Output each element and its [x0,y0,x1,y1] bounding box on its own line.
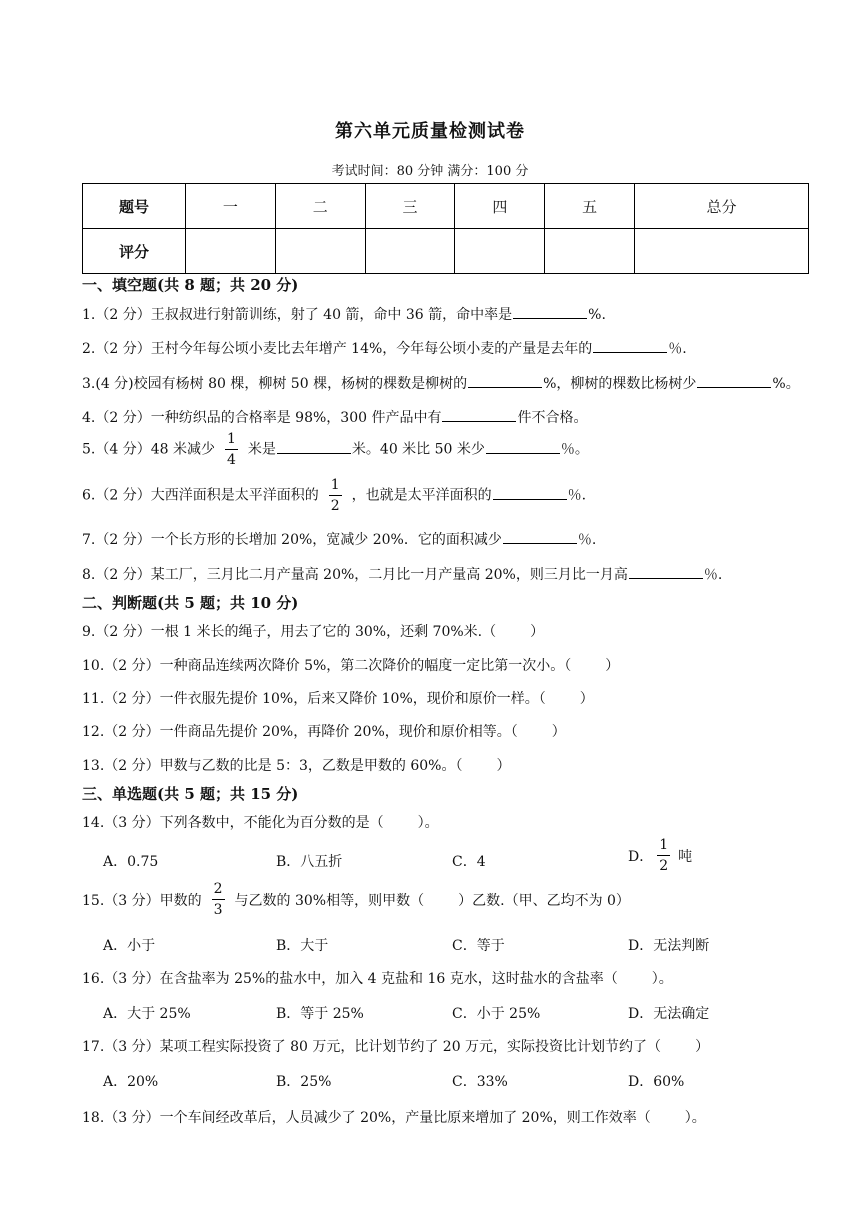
option-b[interactable]: B．25% [276,1074,332,1090]
option-c[interactable]: C．小于 25% [452,1006,541,1022]
question-3: 3.(4 分)校园有杨树 80 棵，柳树 50 棵，杨树的棵数是柳树的 %，柳树的棵数比杨树少 %。 [82,373,800,393]
question-15: 15.（3 分）甲数的 $\frac{2}{3}$ 与乙数的 30%相等，则甲数（ ）乙数.（甲、乙均不为 0） [82,881,630,918]
option-a[interactable]: A．0.75 [103,854,159,870]
question-11: 11.（2 分）一件衣服先提价 10%，后来又降价 10%，现价和原价一样。（ ） [82,691,594,707]
question-1: 1.（2 分）王叔叔进行射箭训练，射了 40 箭，命中 36 箭，命中率是 %. [82,304,606,324]
exam-info: 考试时间：80 分钟 满分：100 分 [331,164,529,179]
answer-blank[interactable] [629,564,703,579]
question-7: 7.（2 分）一个长方形的长增加 20%，宽减少 20%．它的面积减少 ％. [82,529,596,549]
question-16: 16.（3 分）在含盐率为 25%的盐水中，加入 4 克盐和 16 克水，这时盐水的含盐率（ ）。 [82,971,673,987]
column-4: 四 [455,184,545,229]
fraction: $\frac{1}{2}$ [659,837,669,874]
question-6: 6.（2 分）大西洋面积是太平洋面积的 $\frac{1}{2}$ ，也就是太平洋面积的 ％. [82,477,587,514]
score-table-header-row [83,184,809,229]
column-3: 三 [365,184,455,229]
score-cell[interactable] [545,229,635,274]
question-10: 10.（2 分）一种商品连续两次降价 5%，第二次降价的幅度一定比第一次小。（ ） [82,658,620,674]
question-4: 4.（2 分）一种纺织品的合格率是 98%，300 件产品中有 件不合格。 [82,407,587,427]
question-9: 9.（2 分）一根 1 米长的绳子，用去了它的 30%，还剩 70%米.（ ） [82,624,545,640]
question-13: 13.（2 分）甲数与乙数的比是 5：3，乙数是甲数的 60%。（ ） [82,758,511,774]
option-a[interactable]: A．小于 [103,938,156,954]
option-a[interactable]: A．20% [103,1074,159,1090]
option-b[interactable]: B．等于 25% [276,1006,364,1022]
question-8: 8.（2 分）某工厂，三月比二月产量高 20%，二月比一月产量高 20%，则三月比一月高 ％. [82,564,722,584]
option-d[interactable]: D．60% [628,1074,685,1090]
option-d[interactable]: D． $\frac{1}{2}$ 吨 [628,837,693,874]
question-17: 17.（3 分）某项工程实际投资了 80 万元，比计划节约了 20 万元，实际投资比计划节约了（ ） [82,1039,710,1055]
option-d[interactable]: D．无法判断 [628,938,710,954]
answer-blank[interactable] [277,439,351,454]
option-b[interactable]: B．八五折 [276,854,343,870]
question-2: 2.（2 分）王村今年每公顷小麦比去年增产 14%，今年每公顷小麦的产量是去年的 ％. [82,338,687,358]
answer-blank[interactable] [493,485,567,500]
question-5: 5.（4 分）48 米减少 $\frac{1}{4}$ 米是 米。40 米比 50 米少 ％。 [82,431,589,468]
score-table-score-row [83,229,809,274]
score-cell[interactable] [455,229,545,274]
column-total: 总分 [635,184,809,229]
option-c[interactable]: C．33% [452,1074,508,1090]
score-cell[interactable] [186,229,276,274]
score-label: 评分 [83,229,186,274]
question-14: 14.（3 分）下列各数中，不能化为百分数的是（ ）。 [82,815,439,831]
answer-blank[interactable] [486,439,560,454]
answer-blank[interactable] [442,407,516,422]
fraction: $\frac{1}{2}$ [330,477,340,514]
column-2: 二 [275,184,365,229]
option-a[interactable]: A．大于 25% [103,1006,191,1022]
fraction: $\frac{1}{4}$ [226,431,236,468]
option-c[interactable]: C．4 [452,854,486,870]
answer-blank[interactable] [593,338,667,353]
score-cell[interactable] [365,229,455,274]
option-d[interactable]: D．无法确定 [628,1006,710,1022]
score-cell[interactable] [635,229,809,274]
score-cell[interactable] [275,229,365,274]
question-18: 18.（3 分）一个车间经改革后，人员减少了 20%，产量比原来增加了 20%，则工作效率（ ）。 [82,1110,706,1126]
answer-blank[interactable] [468,373,542,388]
question-number-label: 题号 [83,184,186,229]
column-5: 五 [545,184,635,229]
score-table [82,183,809,274]
answer-blank[interactable] [503,529,577,544]
page-title: 第六单元质量检测试卷 [335,121,525,142]
answer-blank[interactable] [697,373,771,388]
section-3-heading: 三、单选题(共 5 题；共 15 分) [82,785,299,803]
section-1-heading: 一、填空题(共 8 题；共 20 分) [82,276,299,294]
column-1: 一 [186,184,276,229]
option-b[interactable]: B．大于 [276,938,329,954]
fraction: $\frac{2}{3}$ [213,881,223,918]
answer-blank[interactable] [513,304,587,319]
section-2-heading: 二、判断题(共 5 题；共 10 分) [82,594,299,612]
option-c[interactable]: C．等于 [452,938,505,954]
question-12: 12.（2 分）一件商品先提价 20%，再降价 20%，现价和原价相等。（ ） [82,724,566,740]
